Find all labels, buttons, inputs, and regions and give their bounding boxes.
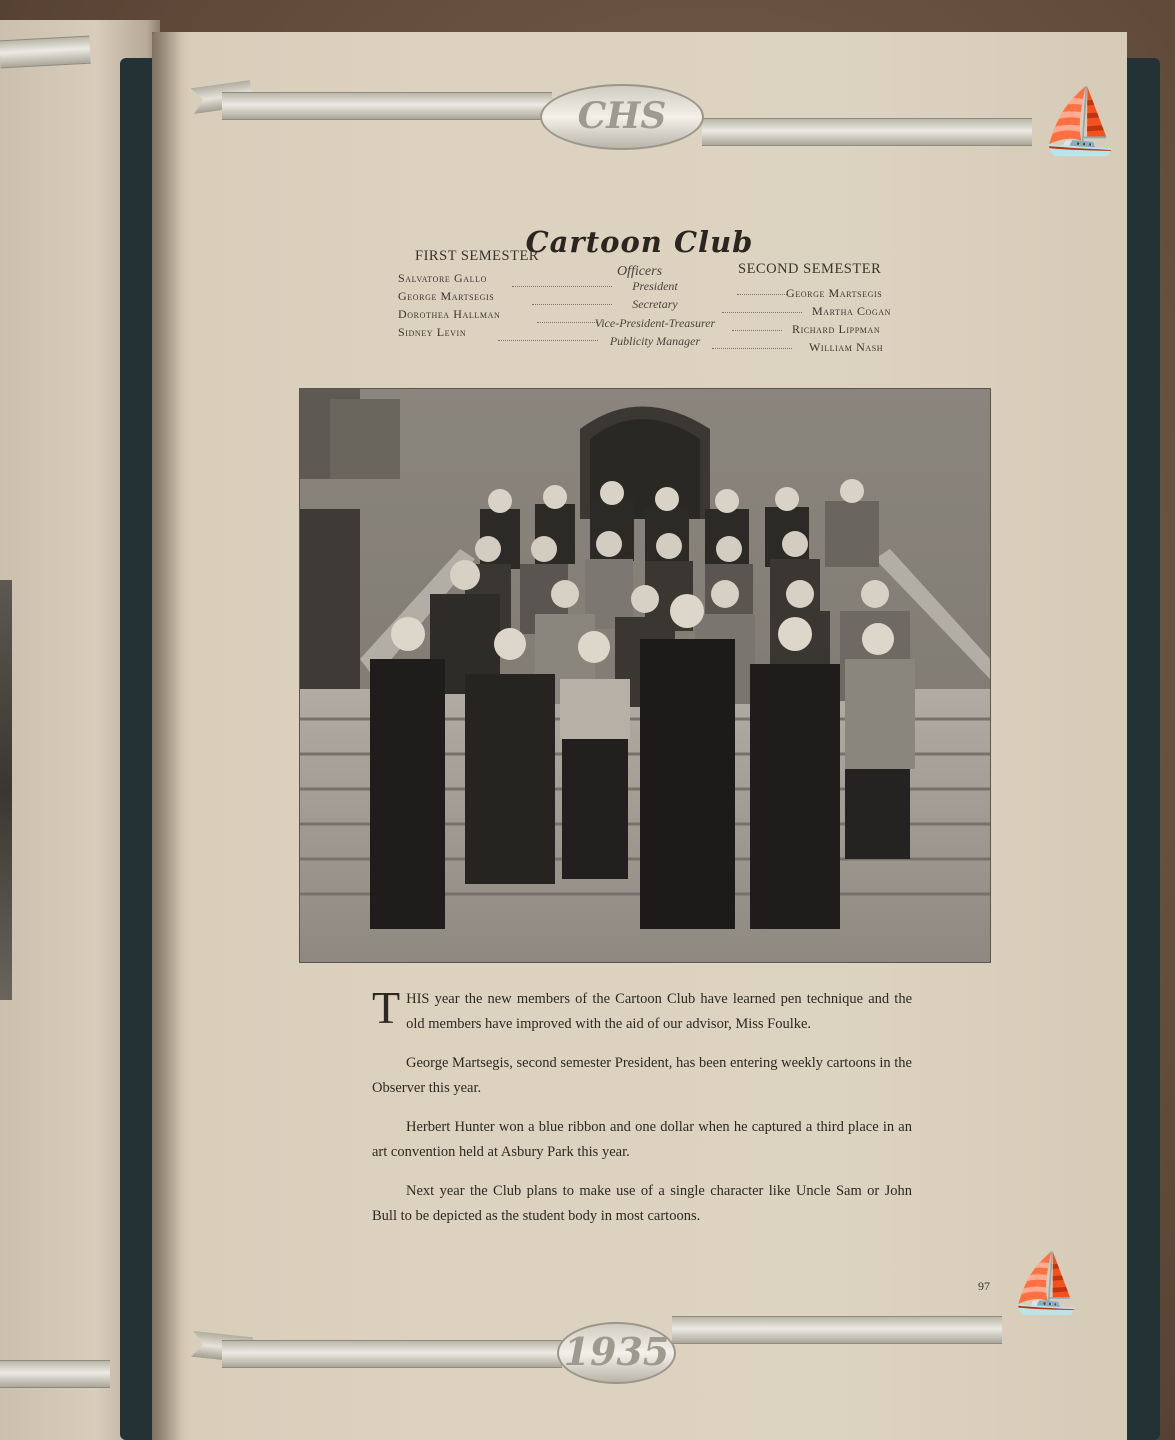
year-emblem-text: 1935 [563,1329,670,1374]
leader-dots [737,294,787,295]
first-semester-publicity: Sidney Levin [398,325,467,339]
second-semester-secretary: Martha Cogan [812,304,892,318]
ship-icon: ⛵ [1010,1249,1083,1317]
group-photo [300,389,990,962]
leader-dots [722,312,802,313]
first-semester-heading: FIRST SEMESTER [415,248,539,264]
first-semester-vice-president: Dorothea Hallman [398,307,501,321]
club-description [372,982,912,1243]
left-page-footer-ribbon [0,1360,110,1388]
leader-dots [732,330,782,331]
first-semester-secretary: George Martsegis [398,289,495,303]
paragraph-2: George Martsegis, second semester President, has been entering weekly cartoons in the Observer this year. [372,1055,912,1096]
chs-emblem [540,84,704,150]
second-semester-heading: SECOND SEMESTER [738,261,882,277]
second-semester-president: George Martsegis [786,286,883,300]
footer-band-left [222,1340,562,1368]
role-president: President [632,279,678,293]
header-band-left [222,92,552,120]
first-semester-president: Salvatore Gallo [398,271,487,285]
paragraph-3: Herbert Hunter won a blue ribbon and one dollar when he captured a third place in an art convention held at Asbury Park this year. [372,1119,912,1160]
second-semester-vice-president: Richard Lippman [792,322,881,336]
ship-icon: ⛵ [1040,85,1120,159]
chs-emblem-text: CHS [577,95,667,137]
footer-band-right [672,1316,1002,1344]
role-vice-president-treasurer: Vice-President-Treasurer [594,316,716,330]
second-semester-publicity: William Nash [809,340,884,354]
role-publicity-manager: Publicity Manager [609,334,701,348]
left-page-ribbon [0,36,91,69]
leader-dots [712,348,792,349]
yearbook-page [152,32,1127,1440]
page-title: Cartoon Club [525,225,754,259]
drop-cap: T [372,982,401,1033]
paragraph-1 [372,982,912,1037]
page-number: 97 [978,1279,990,1293]
officers-label: Officers [616,264,663,279]
header-band-right [702,118,1032,146]
paragraph-4: Next year the Club plans to make use of a single character like Uncle Sam or John Bull to be depicted as the student body in most cartoons. [372,1183,912,1224]
group-photo-icon [300,389,990,962]
role-secretary: Secretary [632,297,678,311]
year-emblem [557,1322,676,1384]
left-page-photo-edge [0,580,12,1000]
paragraph-1-text: HIS year the new members of the Cartoon Club have learned pen technique and the old members have improved with the aid of our advisor, Miss Foulke. [406,991,912,1032]
